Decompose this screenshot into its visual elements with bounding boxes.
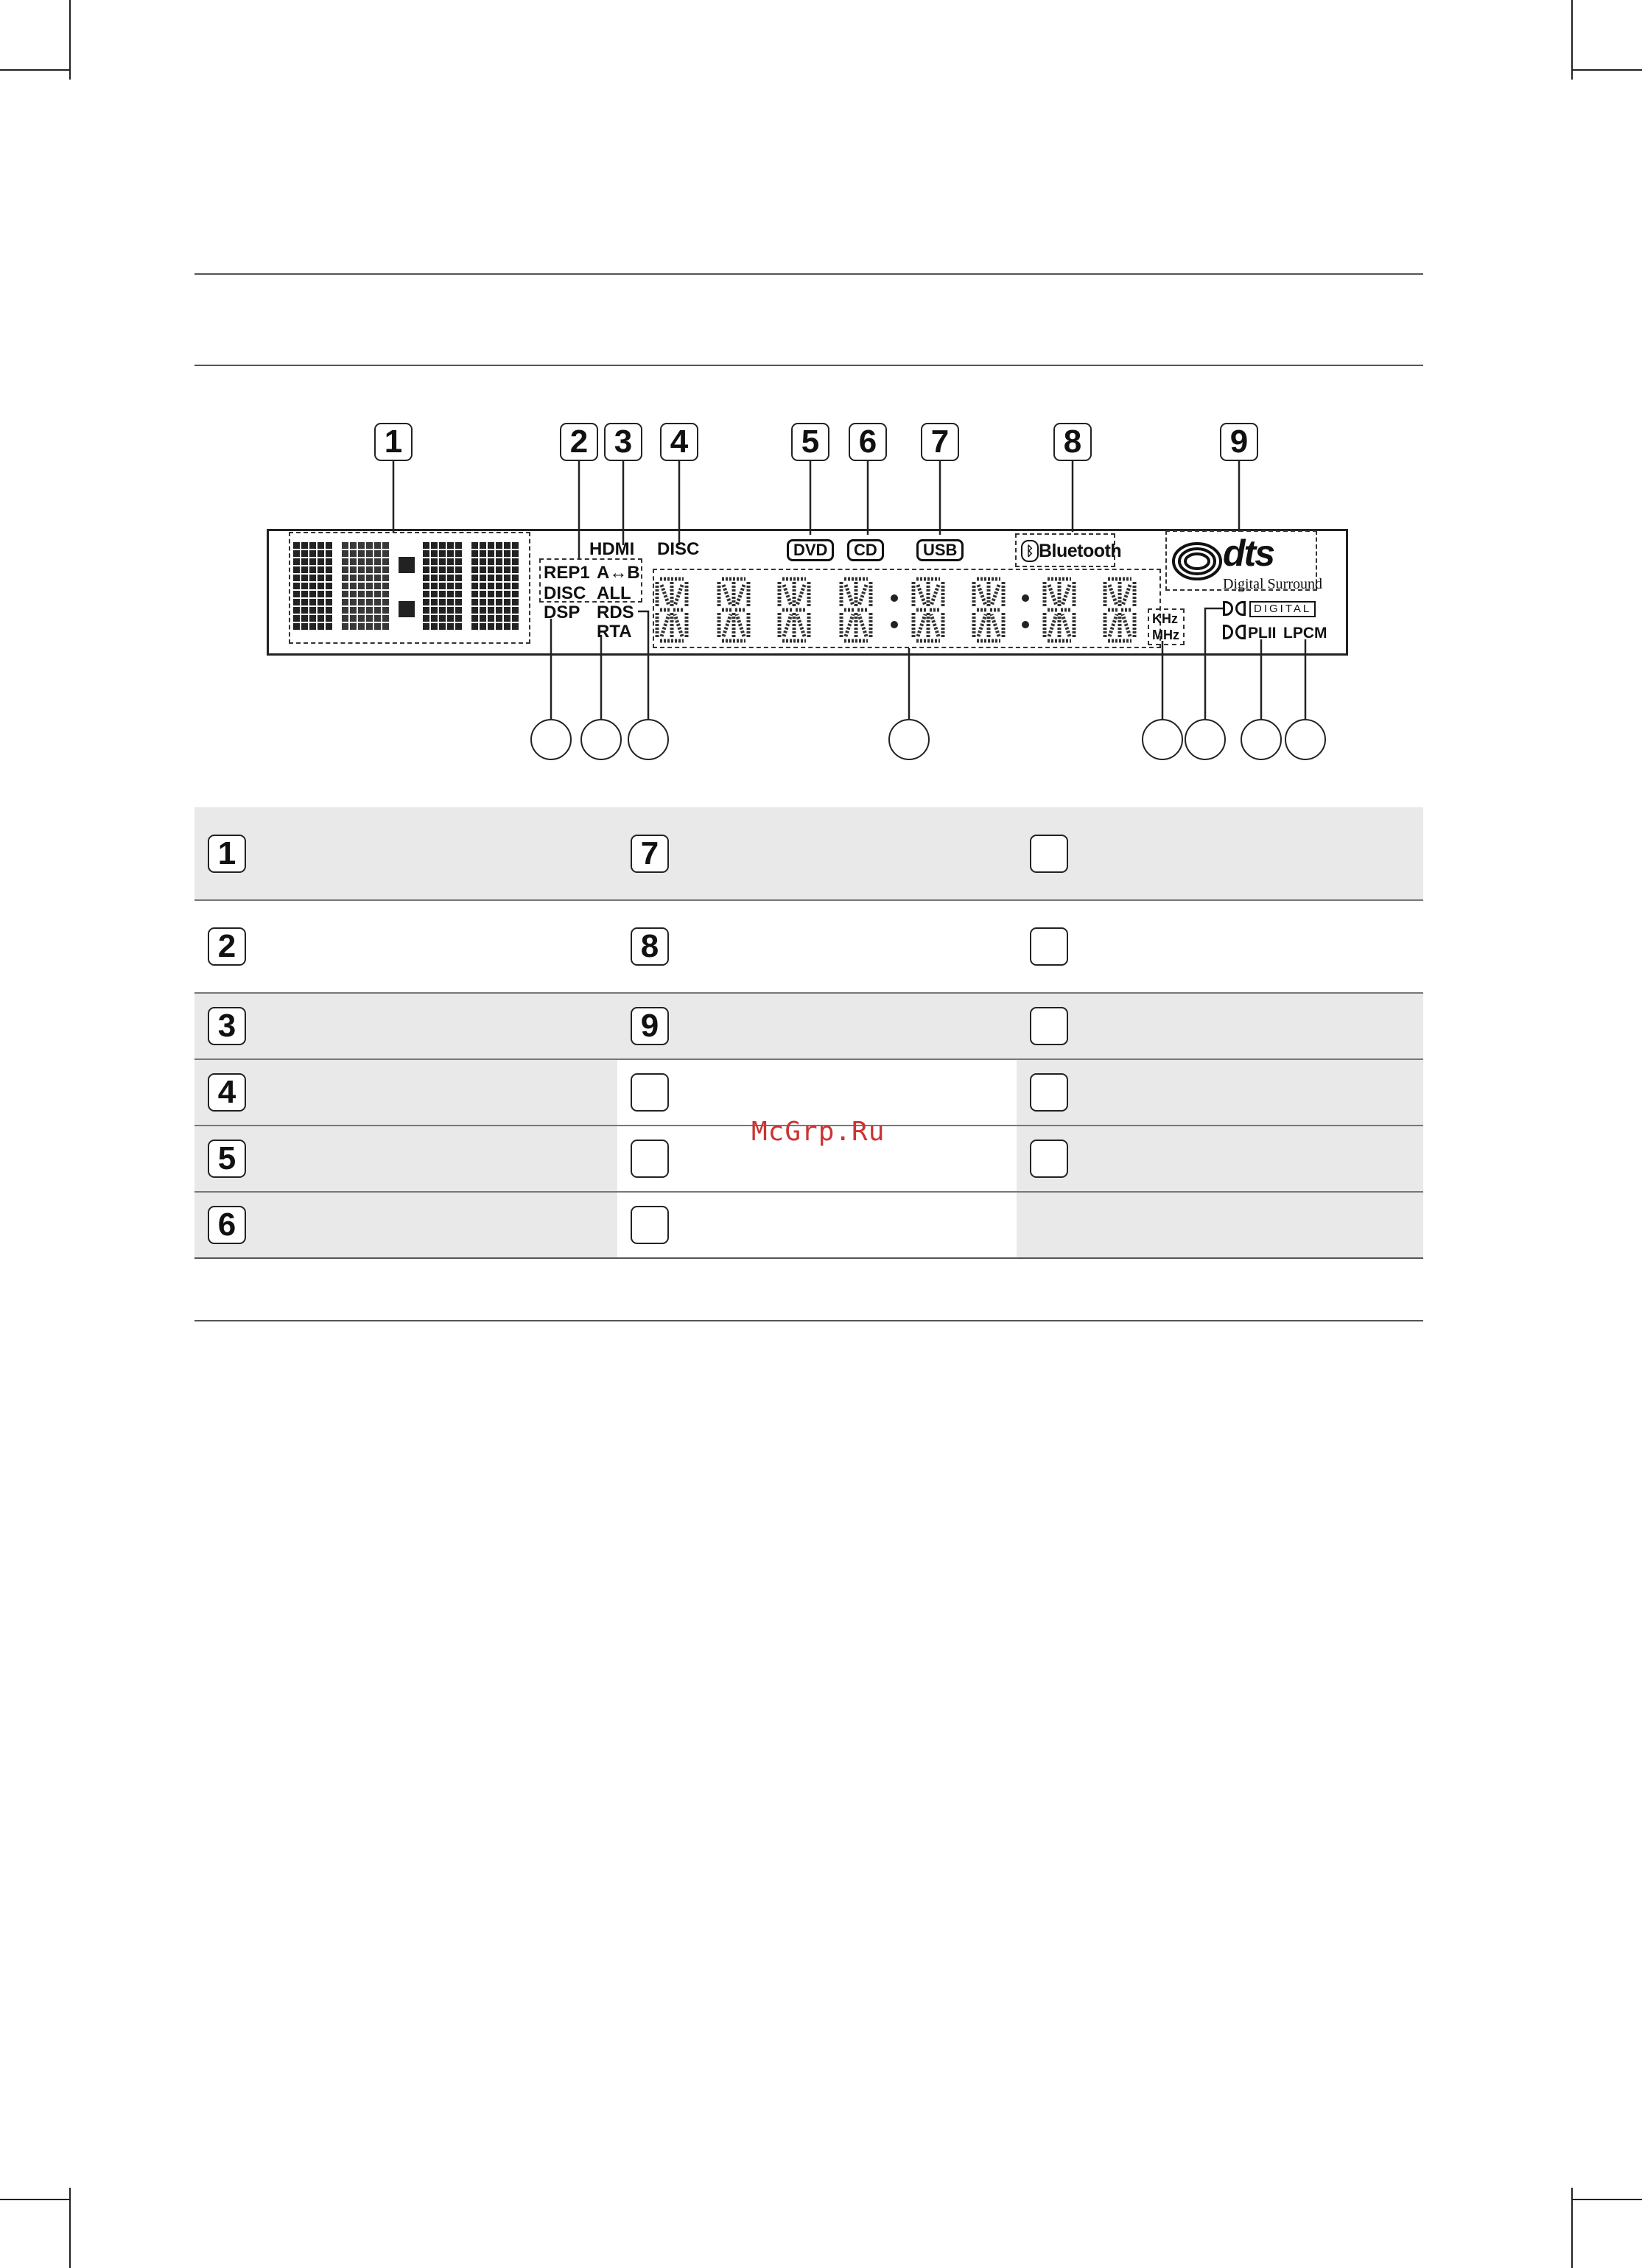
disc-indicator: DISC — [657, 539, 700, 559]
legend-row — [194, 807, 1423, 900]
disc-repeat-indicator: DISC — [544, 583, 586, 603]
crop-mark — [69, 2188, 71, 2268]
rds-indicator: RDS — [597, 603, 634, 622]
segment-digit — [974, 579, 1003, 641]
callout-circle — [530, 719, 572, 760]
callout-2: 2 — [560, 423, 598, 461]
legend-footer-rule — [194, 1320, 1423, 1321]
legend-number: 9 — [631, 1007, 669, 1045]
pl2-indicator: PLII — [1248, 625, 1277, 642]
dvd-indicator: DVD — [787, 539, 834, 561]
legend-number — [631, 1206, 669, 1244]
segment-digit — [841, 579, 871, 641]
colon-dot — [891, 594, 898, 602]
callout-7: 7 — [921, 423, 959, 461]
legend-row — [194, 993, 1423, 1059]
callout-circle — [580, 719, 622, 760]
legend-row — [194, 1059, 1423, 1126]
crop-mark — [1573, 2199, 1642, 2200]
colon-dot — [891, 621, 898, 628]
segment-digit-glyphs — [0, 0, 1642, 663]
callout-4: 4 — [660, 423, 698, 461]
legend-number: 6 — [208, 1206, 246, 1244]
dolby-digital-indicator: DIGITAL — [1249, 601, 1316, 617]
callout-8: 8 — [1053, 423, 1092, 461]
legend-number: 3 — [208, 1007, 246, 1045]
callout-circle — [628, 719, 669, 760]
segment-digit — [1105, 579, 1134, 641]
rep1-indicator: REP1 — [544, 563, 590, 583]
callout-circle — [1241, 719, 1282, 760]
dsp-indicator: DSP — [544, 603, 580, 622]
crop-mark — [0, 2199, 69, 2200]
bluetooth-icon: ᛒ — [1021, 540, 1039, 562]
legend-number: 5 — [208, 1140, 246, 1178]
lpcm-indicator: LPCM — [1283, 625, 1327, 642]
callout-9: 9 — [1220, 423, 1258, 461]
segment-digit — [779, 579, 809, 641]
segment-digit — [1045, 579, 1074, 641]
legend-number — [1030, 1073, 1068, 1112]
legend-number — [631, 1140, 669, 1178]
callout-1: 1 — [374, 423, 413, 461]
legend-row — [194, 1192, 1423, 1258]
legend-table — [194, 807, 1423, 1259]
callout-circle — [888, 719, 930, 760]
callout-3: 3 — [604, 423, 642, 461]
digital-surround-label: Digital Surround — [1223, 576, 1322, 592]
legend-number — [1030, 1140, 1068, 1178]
dolby-pl2-icon — [1223, 625, 1248, 641]
colon-dot — [1022, 594, 1029, 602]
segment-digit — [719, 579, 748, 641]
hdmi-indicator: HDMI — [589, 539, 635, 559]
legend-number: 4 — [208, 1073, 246, 1112]
khz-indicator: KHz — [1152, 611, 1178, 626]
watermark: McGrp.Ru — [751, 1117, 885, 1147]
legend-number — [1030, 835, 1068, 873]
legend-number — [1030, 1007, 1068, 1045]
legend-number: 8 — [631, 927, 669, 966]
usb-indicator: USB — [916, 539, 964, 561]
legend-number: 2 — [208, 927, 246, 966]
callout-circle — [1142, 719, 1183, 760]
legend-number: 1 — [208, 835, 246, 873]
callout-5: 5 — [791, 423, 829, 461]
callout-circle — [1185, 719, 1226, 760]
segment-digit — [913, 579, 943, 641]
mhz-indicator: MHz — [1152, 628, 1179, 642]
cd-indicator: CD — [847, 539, 884, 561]
dts-logo: dts — [1223, 533, 1274, 574]
callout-circle — [1285, 719, 1326, 760]
legend-row — [194, 900, 1423, 993]
legend-number — [631, 1073, 669, 1112]
legend-number — [1030, 927, 1068, 966]
bluetooth-indicator: Bluetooth — [1039, 541, 1122, 561]
all-indicator: ALL — [597, 583, 631, 603]
segment-digit — [657, 579, 687, 641]
legend-number: 7 — [631, 835, 669, 873]
callout-6: 6 — [849, 423, 887, 461]
ab-indicator: A↔B — [597, 563, 640, 583]
rta-indicator: RTA — [597, 622, 632, 642]
dolby-double-d-icon — [1223, 601, 1248, 617]
colon-dot — [1022, 621, 1029, 628]
